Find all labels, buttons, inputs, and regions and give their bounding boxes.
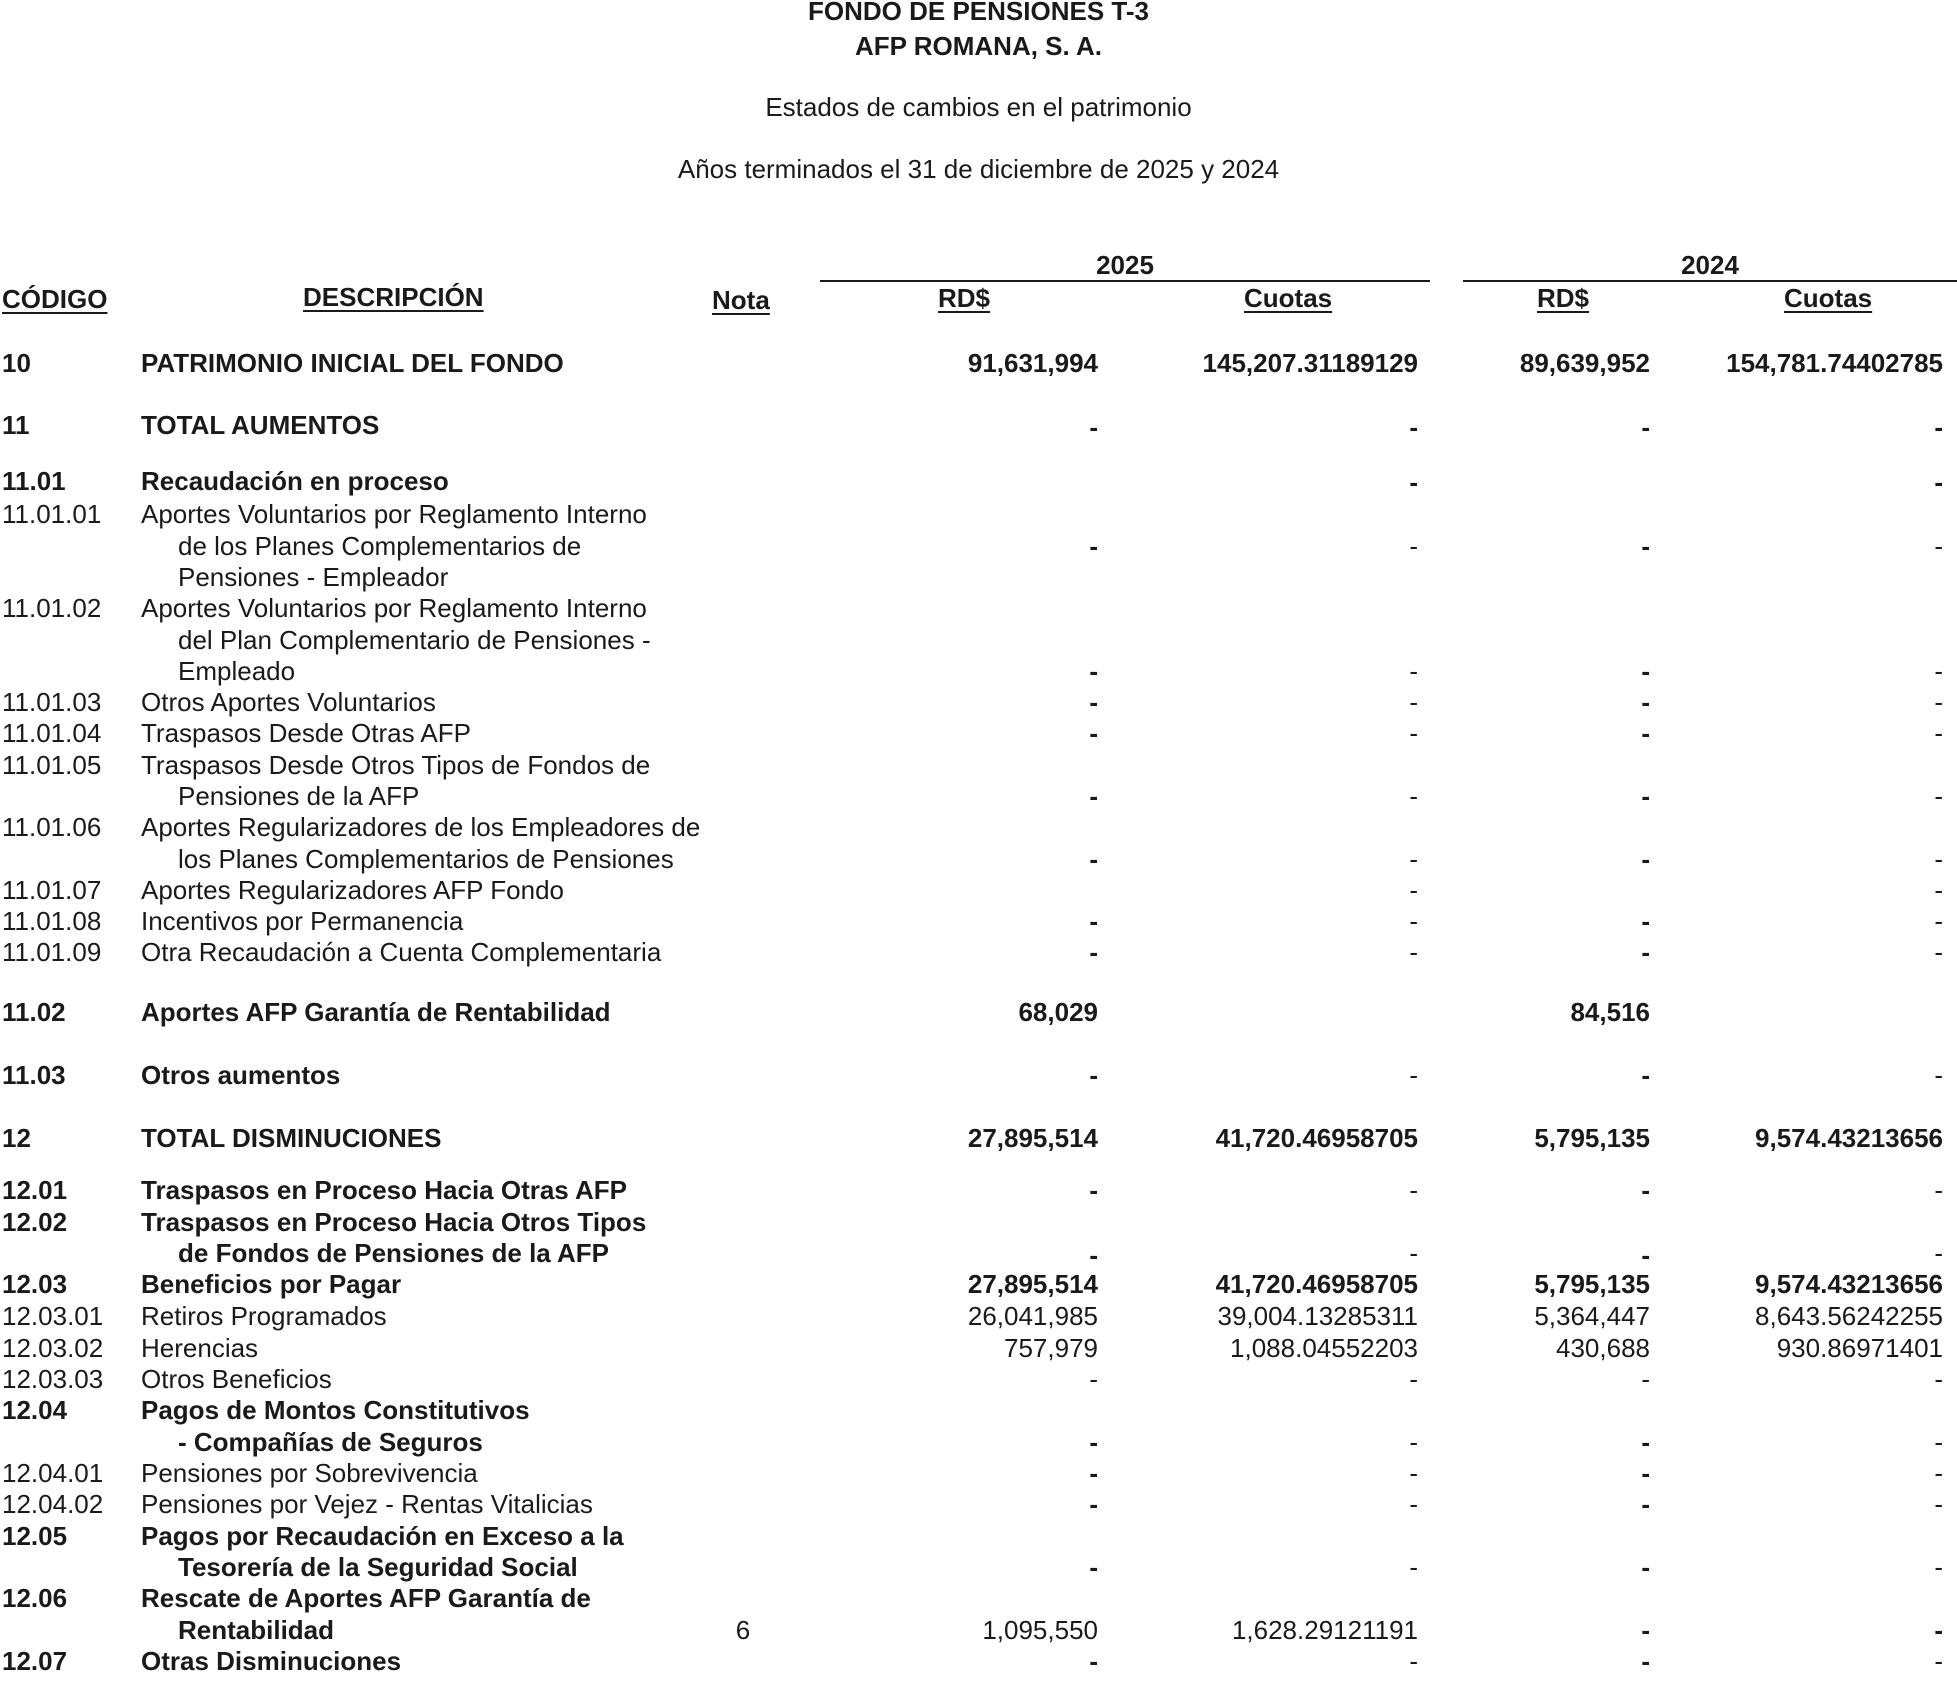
row-rd-2024: - [1641,1646,1650,1676]
row-rd-2025: - [1089,687,1098,717]
row-cuotas-2025: - [1409,718,1418,748]
row-code: 11.01.05 [2,750,102,780]
row-description: Aportes Regularizadores de los Empleadores de [141,812,701,842]
row-cuotas-2025: - [1409,531,1418,561]
row-cuotas-2025: - [1409,875,1418,905]
row-rd-2025: - [1089,412,1098,442]
row-rd-2025: 91,631,994 [967,348,1098,378]
row-rd-2024: - [1641,1615,1650,1645]
row-code: 12.01 [2,1175,68,1205]
row-rd-2025: - [1089,718,1098,748]
row-rd-2025: - [1089,656,1098,686]
row-cuotas-2025: - [1409,1552,1418,1582]
row-rd-2024: - [1641,1552,1650,1582]
year-2024-header: 2024 [1681,250,1739,280]
row-code: 12 [2,1123,31,1153]
year-2025-header: 2025 [1096,250,1154,280]
row-code: 12.07 [2,1646,68,1676]
row-cuotas-2024: - [1934,687,1943,717]
row-description: Aportes Regularizadores AFP Fondo [141,875,564,905]
year-2024-rule [1463,280,1957,282]
row-rd-2024: 84,516 [1570,997,1650,1027]
row-rd-2025: - [1089,1364,1098,1394]
row-rd-2024: 430,688 [1556,1333,1650,1363]
row-description: Traspasos Desde Otras AFP [141,718,471,748]
row-rd-2025: - [1089,906,1098,936]
row-description-continued: Pensiones - Empleador [178,562,449,592]
row-cuotas-2024: - [1934,467,1943,497]
row-cuotas-2024: - [1934,1060,1943,1090]
row-code: 10 [2,348,31,378]
row-cuotas-2025: - [1409,412,1418,442]
row-rd-2024: - [1641,1240,1650,1270]
row-rd-2025: 757,979 [1004,1333,1098,1363]
row-cuotas-2025: - [1409,1364,1418,1394]
row-description: Otros Beneficios [141,1364,332,1394]
row-code: 11.02 [2,997,66,1027]
row-cuotas-2024: - [1934,1552,1943,1582]
row-code: 12.05 [2,1521,68,1551]
row-code: 11.01.01 [2,499,102,529]
row-cuotas-2025: - [1409,937,1418,967]
row-rd-2025: 1,095,550 [982,1615,1098,1645]
row-description: TOTAL DISMINUCIONES [141,1123,442,1153]
row-code: 12.04.02 [2,1489,104,1519]
row-rd-2025: - [1089,1458,1098,1488]
row-code: 11.03 [2,1060,66,1090]
row-cuotas-2024: - [1934,906,1943,936]
row-description: Traspasos Desde Otros Tipos de Fondos de [141,750,651,780]
row-rd-2024: - [1641,844,1650,874]
row-rd-2025: 27,895,514 [967,1269,1098,1299]
row-cuotas-2024: 8,643.56242255 [1755,1301,1943,1331]
row-rd-2025: - [1089,1175,1098,1205]
row-description: Pensiones por Sobrevivencia [141,1458,478,1488]
row-rd-2025: - [1089,1646,1098,1676]
column-header-note: Nota [712,285,770,315]
row-description: Herencias [141,1333,259,1363]
row-cuotas-2024: - [1934,1615,1943,1645]
row-cuotas-2024: 9,574.43213656 [1755,1269,1943,1299]
row-cuotas-2024: - [1934,1175,1943,1205]
row-cuotas-2024: 9,574.43213656 [1755,1123,1943,1153]
column-header-description: DESCRIPCIÓN [303,282,484,312]
row-cuotas-2025: 39,004.13285311 [1217,1301,1418,1331]
row-code: 11.01.03 [2,687,102,717]
row-code: 11.01.08 [2,906,102,936]
row-code: 12.03.02 [2,1333,104,1363]
row-description-continued: - Compañías de Seguros [178,1427,483,1457]
row-cuotas-2025: - [1409,1489,1418,1519]
row-cuotas-2025: - [1409,781,1418,811]
row-rd-2025: - [1089,844,1098,874]
row-rd-2025: - [1089,937,1098,967]
row-code: 12.03.01 [2,1301,104,1331]
row-code: 12.03 [2,1269,68,1299]
row-description: Otros Aportes Voluntarios [141,687,436,717]
row-cuotas-2025: 41,720.46958705 [1215,1269,1418,1299]
row-description: Otra Recaudación a Cuenta Complementaria [141,937,662,967]
row-cuotas-2025: - [1409,1646,1418,1676]
row-rd-2024: 5,795,135 [1534,1269,1650,1299]
row-cuotas-2025: - [1409,656,1418,686]
row-description: Incentivos por Permanencia [141,906,464,936]
document-period: Años terminados el 31 de diciembre de 2025 y 2024 [677,154,1280,184]
row-cuotas-2024: - [1934,531,1943,561]
row-code: 11.01.02 [2,593,102,623]
row-cuotas-2024: - [1934,844,1943,874]
row-description: Pagos por Recaudación en Exceso a la [141,1521,624,1551]
row-rd-2025: 68,029 [1018,997,1098,1027]
row-code: 12.02 [2,1207,68,1237]
row-rd-2024: - [1641,1427,1650,1457]
row-cuotas-2025: - [1409,1458,1418,1488]
row-rd-2024: - [1641,937,1650,967]
row-description-continued: Tesorería de la Seguridad Social [178,1552,578,1582]
column-header-cuotas-2025: Cuotas [1244,283,1333,313]
row-description: Aportes Voluntarios por Reglamento Interno [141,499,647,529]
column-header-code: CÓDIGO [2,284,108,314]
row-description-continued: los Planes Complementarios de Pensiones [178,844,674,874]
row-cuotas-2024: - [1934,412,1943,442]
row-cuotas-2024: - [1934,1646,1943,1676]
document-title-line1: FONDO DE PENSIONES T-3 [808,0,1149,26]
row-rd-2024: - [1641,718,1650,748]
row-code: 11.01.09 [2,937,102,967]
row-rd-2024: 5,795,135 [1534,1123,1650,1153]
row-description-continued: de los Planes Complementarios de [178,531,582,561]
row-cuotas-2024: - [1934,1238,1943,1268]
row-code: 11.01.07 [2,875,102,905]
document-subtitle: Estados de cambios en el patrimonio [765,92,1192,122]
row-code: 11.01.06 [2,812,102,842]
row-rd-2025: - [1089,1060,1098,1090]
row-code: 11 [2,410,30,440]
row-rd-2024: - [1641,412,1650,442]
row-rd-2024: - [1641,1364,1650,1394]
row-rd-2025: - [1089,1427,1098,1457]
row-cuotas-2025: - [1409,1238,1418,1268]
row-code: 12.04.01 [2,1458,104,1488]
row-cuotas-2025: - [1409,687,1418,717]
row-rd-2024: 5,364,447 [1534,1301,1650,1331]
row-rd-2024: - [1641,1060,1650,1090]
column-header-rd-2024: RD$ [1537,283,1590,313]
row-rd-2025: - [1089,1552,1098,1582]
row-cuotas-2024: - [1934,1364,1943,1394]
row-rd-2024: - [1641,1175,1650,1205]
row-cuotas-2025: - [1409,1427,1418,1457]
row-code: 12.03.03 [2,1364,104,1394]
column-header-cuotas-2024: Cuotas [1784,283,1873,313]
row-rd-2025: - [1089,781,1098,811]
row-rd-2024: - [1641,656,1650,686]
row-cuotas-2024: - [1934,875,1943,905]
row-note: 6 [735,1615,751,1645]
row-description: Otras Disminuciones [141,1646,402,1676]
row-rd-2024: - [1641,1489,1650,1519]
row-rd-2024: - [1641,531,1650,561]
column-header-rd-2025: RD$ [938,283,991,313]
row-description: Traspasos en Proceso Hacia Otras AFP [141,1175,628,1205]
row-cuotas-2024: - [1934,937,1943,967]
row-cuotas-2024: - [1934,1489,1943,1519]
row-cuotas-2024: 930.86971401 [1776,1333,1943,1363]
row-description-continued: Pensiones de la AFP [178,781,420,811]
row-rd-2024: - [1641,906,1650,936]
row-cuotas-2024: 154,781.74402785 [1726,348,1943,378]
row-cuotas-2025: - [1409,467,1418,497]
row-rd-2024: - [1641,687,1650,717]
row-description: Recaudación en proceso [141,466,449,496]
row-description-continued: Empleado [178,656,296,686]
row-rd-2025: 27,895,514 [967,1123,1098,1153]
row-rd-2025: - [1089,1240,1098,1270]
row-description: Retiros Programados [141,1301,387,1331]
row-description-continued: de Fondos de Pensiones de la AFP [178,1238,610,1268]
row-code: 12.06 [2,1583,68,1613]
row-description: TOTAL AUMENTOS [141,410,380,440]
row-cuotas-2025: 41,720.46958705 [1215,1123,1418,1153]
row-cuotas-2025: - [1409,906,1418,936]
row-cuotas-2025: - [1409,1060,1418,1090]
row-cuotas-2025: 1,088.04552203 [1230,1333,1418,1363]
row-rd-2025: 26,041,985 [967,1301,1098,1331]
row-description-continued: del Plan Complementario de Pensiones - [178,625,651,655]
row-description: Traspasos en Proceso Hacia Otros Tipos [141,1207,647,1237]
row-code: 12.04 [2,1395,68,1425]
row-rd-2024: - [1641,781,1650,811]
row-rd-2025: - [1089,531,1098,561]
row-rd-2024: - [1641,1458,1650,1488]
row-description: Aportes AFP Garantía de Rentabilidad [141,997,611,1027]
row-cuotas-2024: - [1934,1427,1943,1457]
row-description: Aportes Voluntarios por Reglamento Interno [141,593,647,623]
row-cuotas-2024: - [1934,718,1943,748]
row-cuotas-2024: - [1934,1458,1943,1488]
row-cuotas-2025: - [1409,844,1418,874]
row-description: Otros aumentos [141,1060,341,1090]
row-description-continued: Rentabilidad [178,1615,335,1645]
row-description: PATRIMONIO INICIAL DEL FONDO [141,348,564,378]
row-rd-2024: 89,639,952 [1519,348,1650,378]
year-2025-rule [820,280,1430,282]
row-cuotas-2025: - [1409,1175,1418,1205]
row-code: 11.01.04 [2,718,102,748]
row-description: Rescate de Aportes AFP Garantía de [141,1583,591,1613]
row-cuotas-2025: 145,207.31189129 [1202,348,1418,378]
row-cuotas-2024: - [1934,656,1943,686]
row-cuotas-2025: 1,628.29121191 [1231,1615,1418,1645]
row-description: Pagos de Montos Constitutivos [141,1395,530,1425]
row-description: Pensiones por Vejez - Rentas Vitalicias [141,1489,593,1519]
row-description: Beneficios por Pagar [141,1269,402,1299]
row-cuotas-2024: - [1934,781,1943,811]
row-code: 11.01 [2,466,66,496]
row-rd-2025: - [1089,1489,1098,1519]
document-title-line2: AFP ROMANA, S. A. [854,31,1102,61]
